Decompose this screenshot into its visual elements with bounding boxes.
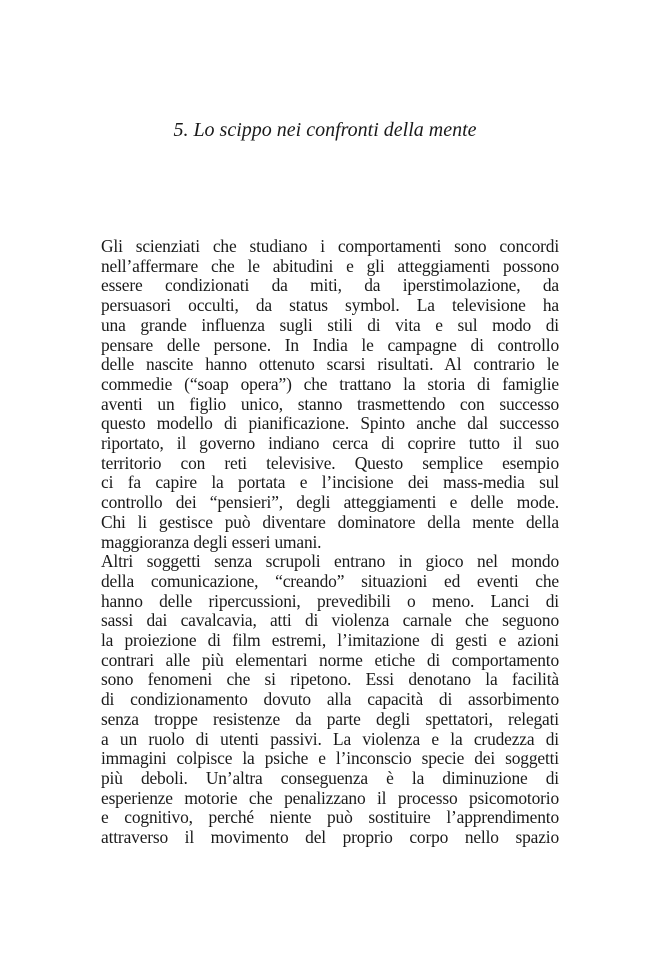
text-line: più deboli. Un’altra conseguenza è la diminuzione di <box>101 767 559 788</box>
text-line: la proiezione di film estremi, l’imitazione di gesti e azioni <box>101 630 559 651</box>
text-line: attraverso il movimento del proprio corpo nello spazio <box>101 827 559 848</box>
text-line: Altri soggetti senza scrupoli entrano in gioco nel mondo <box>101 551 559 572</box>
text-line: controllo dei “pensieri”, degli atteggiamenti e delle mode. <box>101 492 559 513</box>
text-line: pensare delle persone. In India le campagne di controllo <box>101 334 559 355</box>
text-line: Chi li gestisce può diventare dominatore della mente della <box>101 511 559 532</box>
text-line: contrari alle più elementari norme etiche di comportamento <box>101 649 559 670</box>
text-line: e cognitivo, perché niente può sostituire l’apprendimento <box>101 807 559 828</box>
text-line: ci fa capire la portata e l’incisione dei mass-media sul <box>101 472 559 493</box>
text-line: senza troppe resistenze da parte degli spettatori, relegati <box>101 708 559 729</box>
text-line: nell’affermare che le abitudini e gli atteggiamenti possono <box>101 255 559 276</box>
paragraph-2 <box>96 552 559 848</box>
text-line: Gli scienziati che studiano i comportamenti sono concordi <box>101 236 559 256</box>
text-line: immagini colpisce la psiche e l’inconscio specie dei soggetti <box>101 748 559 769</box>
text-line: territorio con reti televisive. Questo semplice esempio <box>101 452 559 473</box>
text-line: sassi dai cavalcavia, atti di violenza carnale che seguono <box>101 610 559 631</box>
chapter-title: 5. Lo scippo nei confronti della mente <box>173 119 477 141</box>
text-line: essere condizionati da miti, da iperstimolazione, da <box>101 275 559 296</box>
text-line: aventi un figlio unico, stanno trasmettendo con successo <box>101 393 559 414</box>
text-line: riportato, il governo indiano cerca di coprire tutto il suo <box>101 433 559 454</box>
text-line: commedie (“soap opera”) che trattano la storia di famiglie <box>101 373 559 394</box>
text-line: a un ruolo di utenti passivi. La violenza e la crudezza di <box>101 728 559 749</box>
text-line: persuasori occulti, da status symbol. La televisione ha <box>101 295 559 316</box>
body-text <box>96 237 559 848</box>
text-line: della comunicazione, “creando” situazioni ed eventi che <box>101 570 559 591</box>
text-line: di condizionamento dovuto alla capacità di assorbimento <box>101 689 559 710</box>
text-line: delle nascite hanno ottenuto scarsi risultati. Al contrario le <box>101 354 559 375</box>
text-line: esperienze motorie che penalizzano il processo psicomotorio <box>101 787 559 808</box>
text-line: sono fenomeni che si ripetono. Essi denotano la facilità <box>101 669 559 690</box>
text-line: maggioranza degli esseri umani. <box>101 531 322 552</box>
paragraph-1 <box>96 237 559 552</box>
text-line: questo modello di pianificazione. Spinto anche dal successo <box>101 413 559 434</box>
text-line: una grande influenza sugli stili di vita e sul modo di <box>101 314 559 335</box>
text-line: hanno delle ripercussioni, prevedibili o meno. Lanci di <box>101 590 559 611</box>
